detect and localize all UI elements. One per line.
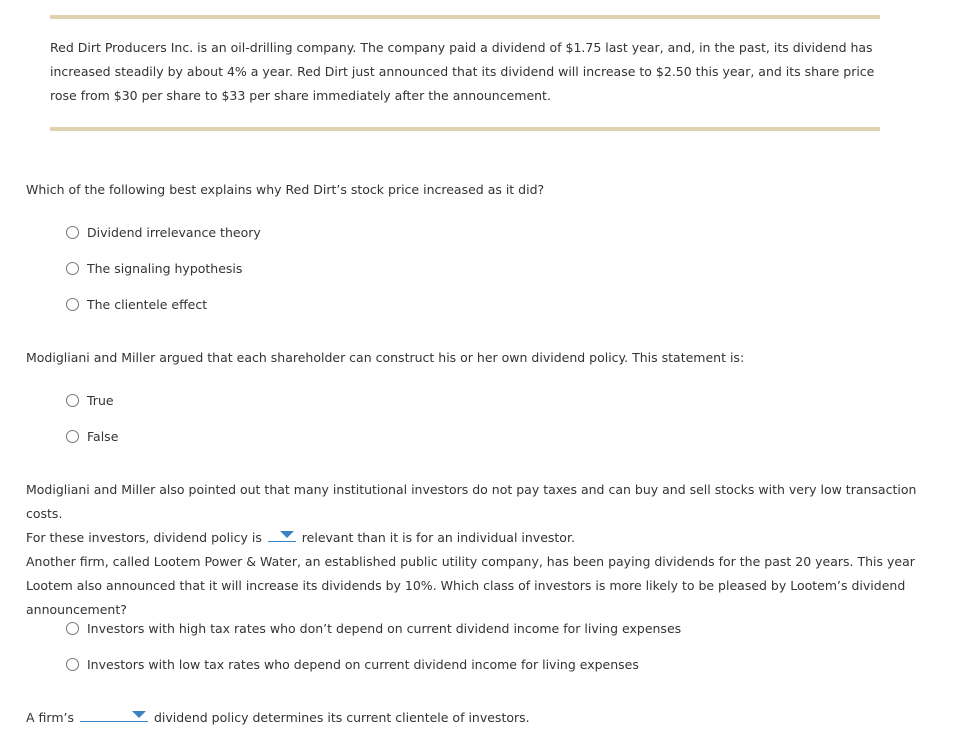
q4-option-2[interactable]: [66, 655, 639, 673]
option-label: Dividend irrelevance theory: [87, 224, 261, 240]
question-3-text-after: relevant than it is for an individual investor.: [301, 530, 575, 545]
option-label: The signaling hypothesis: [87, 260, 243, 276]
q1-option-3[interactable]: [66, 295, 207, 313]
option-label: False: [87, 428, 119, 444]
radio-button[interactable]: [66, 430, 79, 443]
question-3-line-1: Modigliani and Miller also pointed out that many institutional investors do not pay taxes and can buy and sell stocks with very low transaction costs.: [26, 482, 917, 521]
radio-button[interactable]: [66, 262, 79, 275]
question-1-prompt: Which of the following best explains why Red Dirt’s stock price increased as it did?: [26, 182, 545, 197]
radio-button[interactable]: [66, 622, 79, 635]
q2-option-true[interactable]: [66, 391, 114, 409]
question-2-prompt: Modigliani and Miller argued that each shareholder can construct his or her own dividend policy. This statement is:: [26, 350, 745, 365]
passage-top-rule: [50, 15, 880, 19]
passage-bottom-rule: [50, 127, 880, 131]
q1-option-2[interactable]: [66, 259, 242, 277]
option-label: Investors with high tax rates who don’t depend on current dividend income for living expenses: [87, 620, 682, 636]
radio-button[interactable]: [66, 658, 79, 671]
option-label: The clientele effect: [87, 296, 208, 312]
question-3-line-2: [26, 526, 936, 550]
radio-button[interactable]: [66, 298, 79, 311]
question-5-text-before: A firm’s: [26, 710, 74, 725]
radio-button[interactable]: [66, 394, 79, 407]
radio-button[interactable]: [66, 226, 79, 239]
passage-text: Red Dirt Producers Inc. is an oil-drilling company. The company paid a dividend of $1.75 last year, and, in the past, its dividend has increased steadily by about 4% a year. Red Dirt just announced that its dividend will increase to $2.50 this year, and its share price rose from $30 per share to $33 per share immediately after the announcement.: [50, 40, 875, 103]
q1-option-1[interactable]: [66, 223, 261, 241]
option-label: Investors with low tax rates who depend on current dividend income for living expenses: [87, 656, 639, 672]
question-4-prompt: Another firm, called Lootem Power & Water, an established public utility company, has been paying dividends for the past 20 years. This year Lootem also announced that it will increase its dividends by 10%. Which class of investors is more likely to be pleased by Lootem’s dividend announcement?: [26, 554, 915, 617]
option-label: True: [87, 392, 114, 408]
q4-option-1[interactable]: [66, 619, 681, 637]
chevron-down-icon: [132, 711, 146, 718]
q2-option-false[interactable]: [66, 427, 118, 445]
question-3-prompt: [26, 478, 936, 550]
q3-dropdown[interactable]: [268, 527, 296, 542]
question-5-text-after: dividend policy determines its current clientele of investors.: [153, 710, 530, 725]
q5-dropdown[interactable]: [80, 707, 148, 722]
question-3-text-before: For these investors, dividend policy is: [26, 530, 262, 545]
question-5-prompt: [26, 706, 936, 730]
chevron-down-icon: [280, 531, 294, 538]
